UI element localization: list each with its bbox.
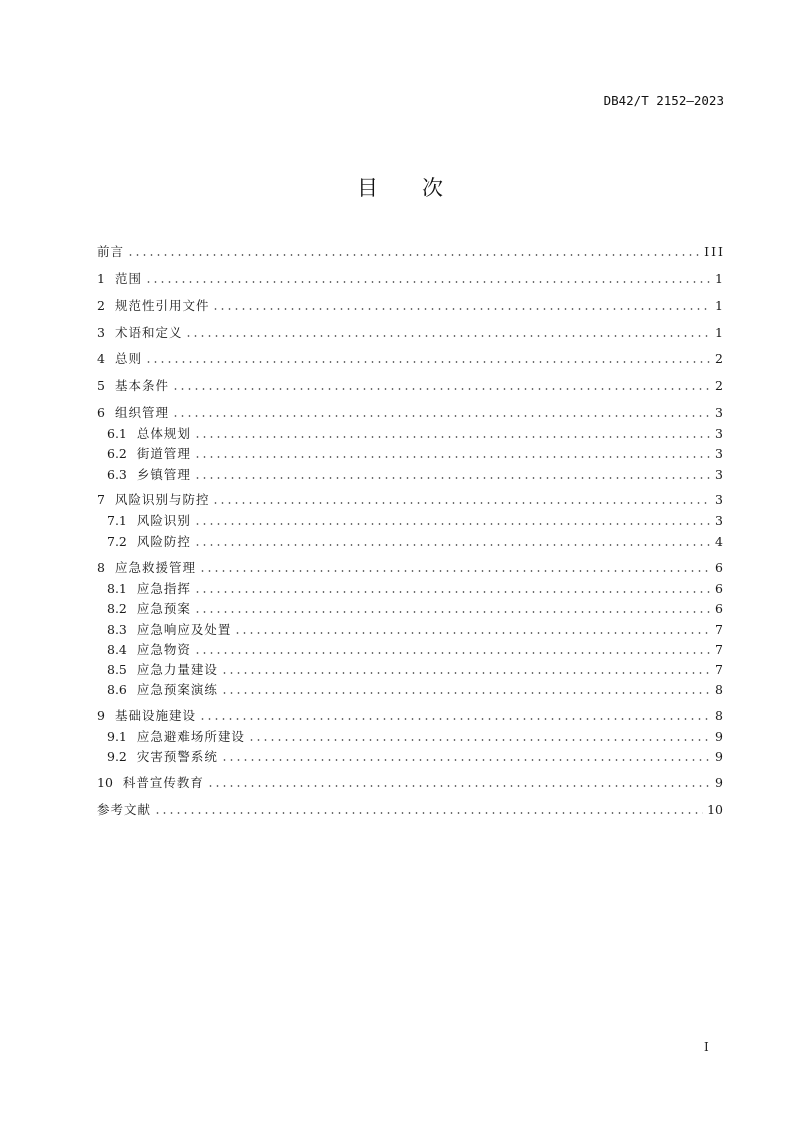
- dot-leader: [212, 298, 711, 314]
- dot-leader: [185, 325, 711, 341]
- document-code: DB42/T 2152—2023: [603, 93, 724, 108]
- toc-entry-page: 7: [715, 662, 723, 677]
- toc-entry-page: 6: [715, 601, 723, 616]
- toc-entry-number: 7: [97, 492, 105, 507]
- dot-leader: [207, 775, 711, 791]
- toc-entry-number: 7.1: [107, 513, 127, 528]
- toc-entry-page: 2: [715, 351, 723, 366]
- toc-entry-number: 8.6: [107, 682, 127, 697]
- toc-entry-label: 参考文献: [97, 802, 152, 817]
- toc-entry-page: 3: [715, 492, 723, 507]
- toc-entry-label: 应急预案: [136, 601, 191, 616]
- toc-entry-label: 风险识别与防控: [114, 492, 210, 507]
- toc-entry[interactable]: [97, 405, 723, 421]
- dot-leader: [212, 492, 711, 508]
- toc-entry-label: 应急物资: [136, 642, 191, 657]
- toc-entry-label: 街道管理: [136, 446, 191, 461]
- toc-entry-label: 基础设施建设: [114, 708, 196, 723]
- page-title: [0, 172, 800, 202]
- toc-entry-label: 风险识别: [136, 513, 191, 528]
- toc-entry-label: 应急响应及处置: [136, 622, 232, 637]
- toc-entry[interactable]: [107, 513, 723, 529]
- toc-entry-page: 1: [715, 271, 723, 286]
- toc-entry[interactable]: [107, 446, 723, 462]
- dot-leader: [221, 749, 711, 765]
- dot-leader: [221, 662, 711, 678]
- dot-leader: [145, 351, 711, 367]
- toc-entry[interactable]: [97, 492, 723, 508]
- toc-entry-page: 9: [715, 749, 723, 764]
- toc-entry-label: 规范性引用文件: [114, 298, 210, 313]
- toc-entry[interactable]: [97, 378, 723, 394]
- toc-entry[interactable]: [107, 467, 723, 483]
- dot-leader: [154, 802, 703, 818]
- toc-entry-label: 科普宣传教育: [122, 775, 204, 790]
- toc-entry[interactable]: [107, 622, 723, 638]
- toc-entry-page: III: [704, 244, 725, 259]
- toc-entry-number: 8.4: [107, 642, 127, 657]
- toc-entry-page: 8: [715, 682, 723, 697]
- toc-entry[interactable]: [107, 534, 723, 550]
- toc-entry-number: 9.2: [107, 749, 127, 764]
- toc-entry-number: 6: [97, 405, 105, 420]
- toc-entry[interactable]: [107, 729, 723, 745]
- toc-entry-number: 8: [97, 560, 105, 575]
- toc-entry[interactable]: [97, 775, 723, 791]
- toc-entry-number: 7.2: [107, 534, 127, 549]
- toc-entry[interactable]: [107, 581, 723, 597]
- toc-entry-label: 应急避难场所建设: [136, 729, 245, 744]
- toc-entry-number: 4: [97, 351, 105, 366]
- toc-entry[interactable]: [107, 642, 723, 658]
- dot-leader: [194, 467, 711, 483]
- dot-leader: [194, 601, 711, 617]
- toc-entry-page: 6: [715, 560, 723, 575]
- toc-entry-number: 9.1: [107, 729, 127, 744]
- dot-leader: [127, 244, 700, 260]
- dot-leader: [194, 534, 711, 550]
- dot-leader: [194, 446, 711, 462]
- toc-entry-label: 应急救援管理: [114, 560, 196, 575]
- toc-entry[interactable]: [107, 682, 723, 698]
- dot-leader: [199, 560, 711, 576]
- dot-leader: [199, 708, 711, 724]
- toc-entry-label: 应急指挥: [136, 581, 191, 596]
- toc-entry-label: 乡镇管理: [136, 467, 191, 482]
- toc-entry-page: 1: [715, 325, 723, 340]
- toc-entry-number: 8.5: [107, 662, 127, 677]
- toc-entry-number: 6.1: [107, 426, 127, 441]
- toc-entry[interactable]: [97, 708, 723, 724]
- toc-entry-page: 3: [715, 467, 723, 482]
- toc-entry-page: 1: [715, 298, 723, 313]
- dot-leader: [221, 682, 711, 698]
- toc-entry-label: 总则: [114, 351, 142, 366]
- dot-leader: [172, 378, 711, 394]
- toc-entry-page: 2: [715, 378, 723, 393]
- toc-entry-page: 6: [715, 581, 723, 596]
- toc-entry-label: 前言: [97, 244, 125, 259]
- toc-entry-label: 总体规划: [136, 426, 191, 441]
- dot-leader: [194, 426, 711, 442]
- toc-entry[interactable]: [97, 802, 723, 818]
- toc-entry-label: 范围: [114, 271, 142, 286]
- toc-entry-page: 9: [715, 775, 723, 790]
- toc-entry-page: 7: [715, 622, 723, 637]
- toc-entry-number: 3: [97, 325, 105, 340]
- toc-entry-label: 灾害预警系统: [136, 749, 218, 764]
- dot-leader: [172, 405, 711, 421]
- toc-entry-label: 风险防控: [136, 534, 191, 549]
- toc-entry-page: 8: [715, 708, 723, 723]
- toc-entry-number: 1: [97, 271, 105, 286]
- toc-entry-label: 组织管理: [114, 405, 169, 420]
- toc-entry-number: 6.3: [107, 467, 127, 482]
- toc-entry-page: 3: [715, 426, 723, 441]
- toc-entry-label: 基本条件: [114, 378, 169, 393]
- toc-entry-page: 4: [715, 534, 723, 549]
- toc-entry-page: 10: [707, 802, 723, 817]
- toc-entry[interactable]: [107, 749, 723, 765]
- toc-entry[interactable]: [97, 325, 723, 341]
- title-char-1: 目: [357, 176, 378, 200]
- footer-page-number: I: [704, 1040, 709, 1054]
- dot-leader: [194, 581, 711, 597]
- toc-entry[interactable]: [97, 298, 723, 314]
- toc-entry-page: 3: [715, 446, 723, 461]
- toc-entry-number: 6.2: [107, 446, 127, 461]
- toc-entry-number: 10: [97, 775, 113, 790]
- toc-entry[interactable]: [97, 244, 723, 260]
- toc-entry-number: 2: [97, 298, 105, 313]
- toc-entry-number: 8.2: [107, 601, 127, 616]
- dot-leader: [234, 622, 711, 638]
- toc-entry-page: 7: [715, 642, 723, 657]
- dot-leader: [194, 642, 711, 658]
- title-char-2: 次: [422, 176, 443, 200]
- toc-entry-number: 5: [97, 378, 105, 393]
- toc-entry[interactable]: [107, 426, 723, 442]
- dot-leader: [248, 729, 711, 745]
- toc-entry-page: 9: [715, 729, 723, 744]
- dot-leader: [145, 271, 711, 287]
- toc-entry-label: 应急力量建设: [136, 662, 218, 677]
- toc-entry[interactable]: [107, 601, 723, 617]
- dot-leader: [194, 513, 711, 529]
- toc-entry[interactable]: [97, 351, 723, 367]
- toc-entry-label: 应急预案演练: [136, 682, 218, 697]
- toc-entry-number: 8.1: [107, 581, 127, 596]
- toc-entry[interactable]: [97, 271, 723, 287]
- toc-entry-label: 术语和定义: [114, 325, 183, 340]
- toc-entry-number: 8.3: [107, 622, 127, 637]
- toc-entry-page: 3: [715, 405, 723, 420]
- toc-entry[interactable]: [107, 662, 723, 678]
- toc-entry-page: 3: [715, 513, 723, 528]
- toc-entry[interactable]: [97, 560, 723, 576]
- toc-entry-number: 9: [97, 708, 105, 723]
